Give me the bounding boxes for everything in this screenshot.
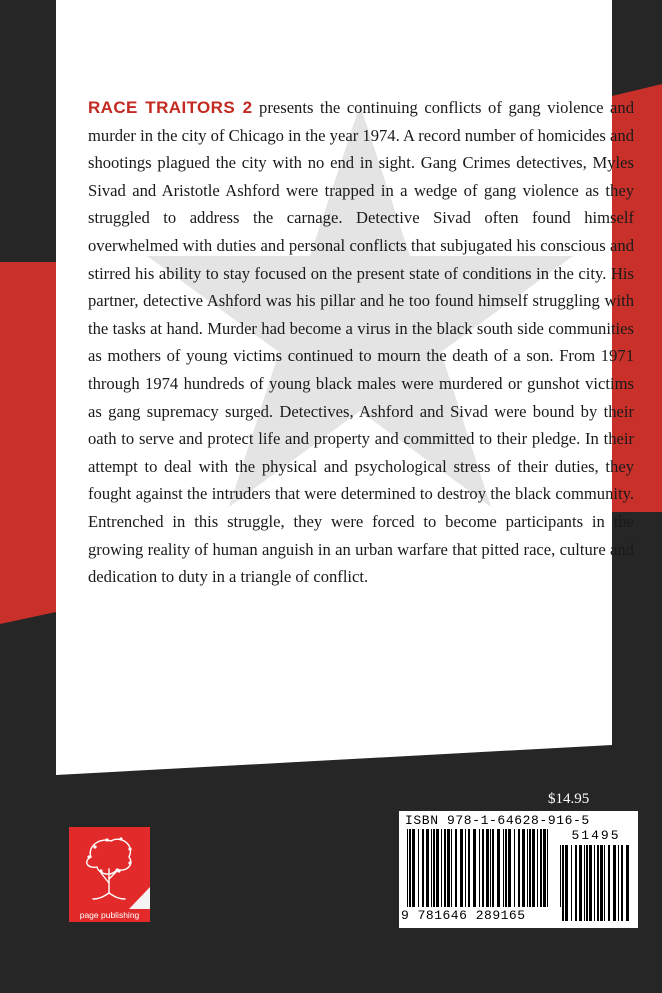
barcode-bar bbox=[565, 845, 568, 921]
isbn-label: ISBN 978-1-64628-916-5 bbox=[405, 813, 590, 828]
isbn-barcode bbox=[399, 811, 638, 928]
tree-icon bbox=[69, 827, 150, 909]
barcode-bar bbox=[579, 845, 582, 921]
blurb-text: presents the continuing conflicts of gang violence and murder in the city of Chicago in the year 1974. A record number of homicides and shootings plagued the city with no end in sight. Gang Crimes detectives, Myles Sivad and Aristotle Ashford were trapped in a wedge of gang violence as they struggled to address the carnage. Detective Sivad often found himself overwhelmed with duties and personal conflicts that subjugated his conscious and stirred his ability to stay focused on the present state of conditions in the city. His partner, detective Ashford was his pillar and he too found himself struggling with the tasks at hand. Murder had become a virus in the black south side communities as mothers of young victims continued to mourn the death of a son. From 1971 through 1974 hundreds of young black males were murdered or gunshot victims as gang supremacy surged. Detectives, Ashford and Sivad were bound by their oath to serve and protect life and property and committed to their pledge. In their attempt to deal with the physical and psychological stress of their duties, they fought against the intruders that were determined to destroy the black community. Entrenched in this struggle, they were forced to become participants in the growing reality of human anguish in an urban warfare that pitted race, culture and dedication to duty in a triangle of conflict. bbox=[88, 98, 634, 587]
price-addon-digits: 51495 bbox=[571, 828, 621, 843]
publisher-name: page publishing bbox=[79, 910, 140, 920]
barcode-bar bbox=[562, 845, 564, 921]
addon-barcode-bars bbox=[558, 845, 632, 921]
book-title: RACE TRAITORS 2 bbox=[88, 98, 253, 117]
barcode-bar bbox=[621, 845, 623, 921]
barcode-bar bbox=[618, 845, 619, 921]
barcode-bar bbox=[613, 845, 616, 921]
barcode-bar bbox=[626, 845, 629, 921]
price-label: $14.95 bbox=[548, 791, 590, 807]
barcode-bar bbox=[594, 845, 595, 921]
barcode-bar bbox=[584, 845, 585, 921]
barcode-bar bbox=[589, 845, 592, 921]
barcode-bar bbox=[608, 845, 610, 921]
barcode-bar bbox=[604, 845, 605, 921]
red-stripe-left bbox=[0, 262, 56, 624]
publisher-logo bbox=[69, 827, 150, 922]
barcode-bar bbox=[586, 845, 588, 921]
barcode-bar bbox=[597, 845, 599, 921]
ean-digits: 9 781646 289165 bbox=[399, 907, 561, 925]
barcode-bar bbox=[600, 845, 603, 921]
barcode-bar bbox=[571, 845, 572, 921]
back-cover-blurb bbox=[88, 94, 634, 591]
barcode-bar bbox=[575, 845, 577, 921]
